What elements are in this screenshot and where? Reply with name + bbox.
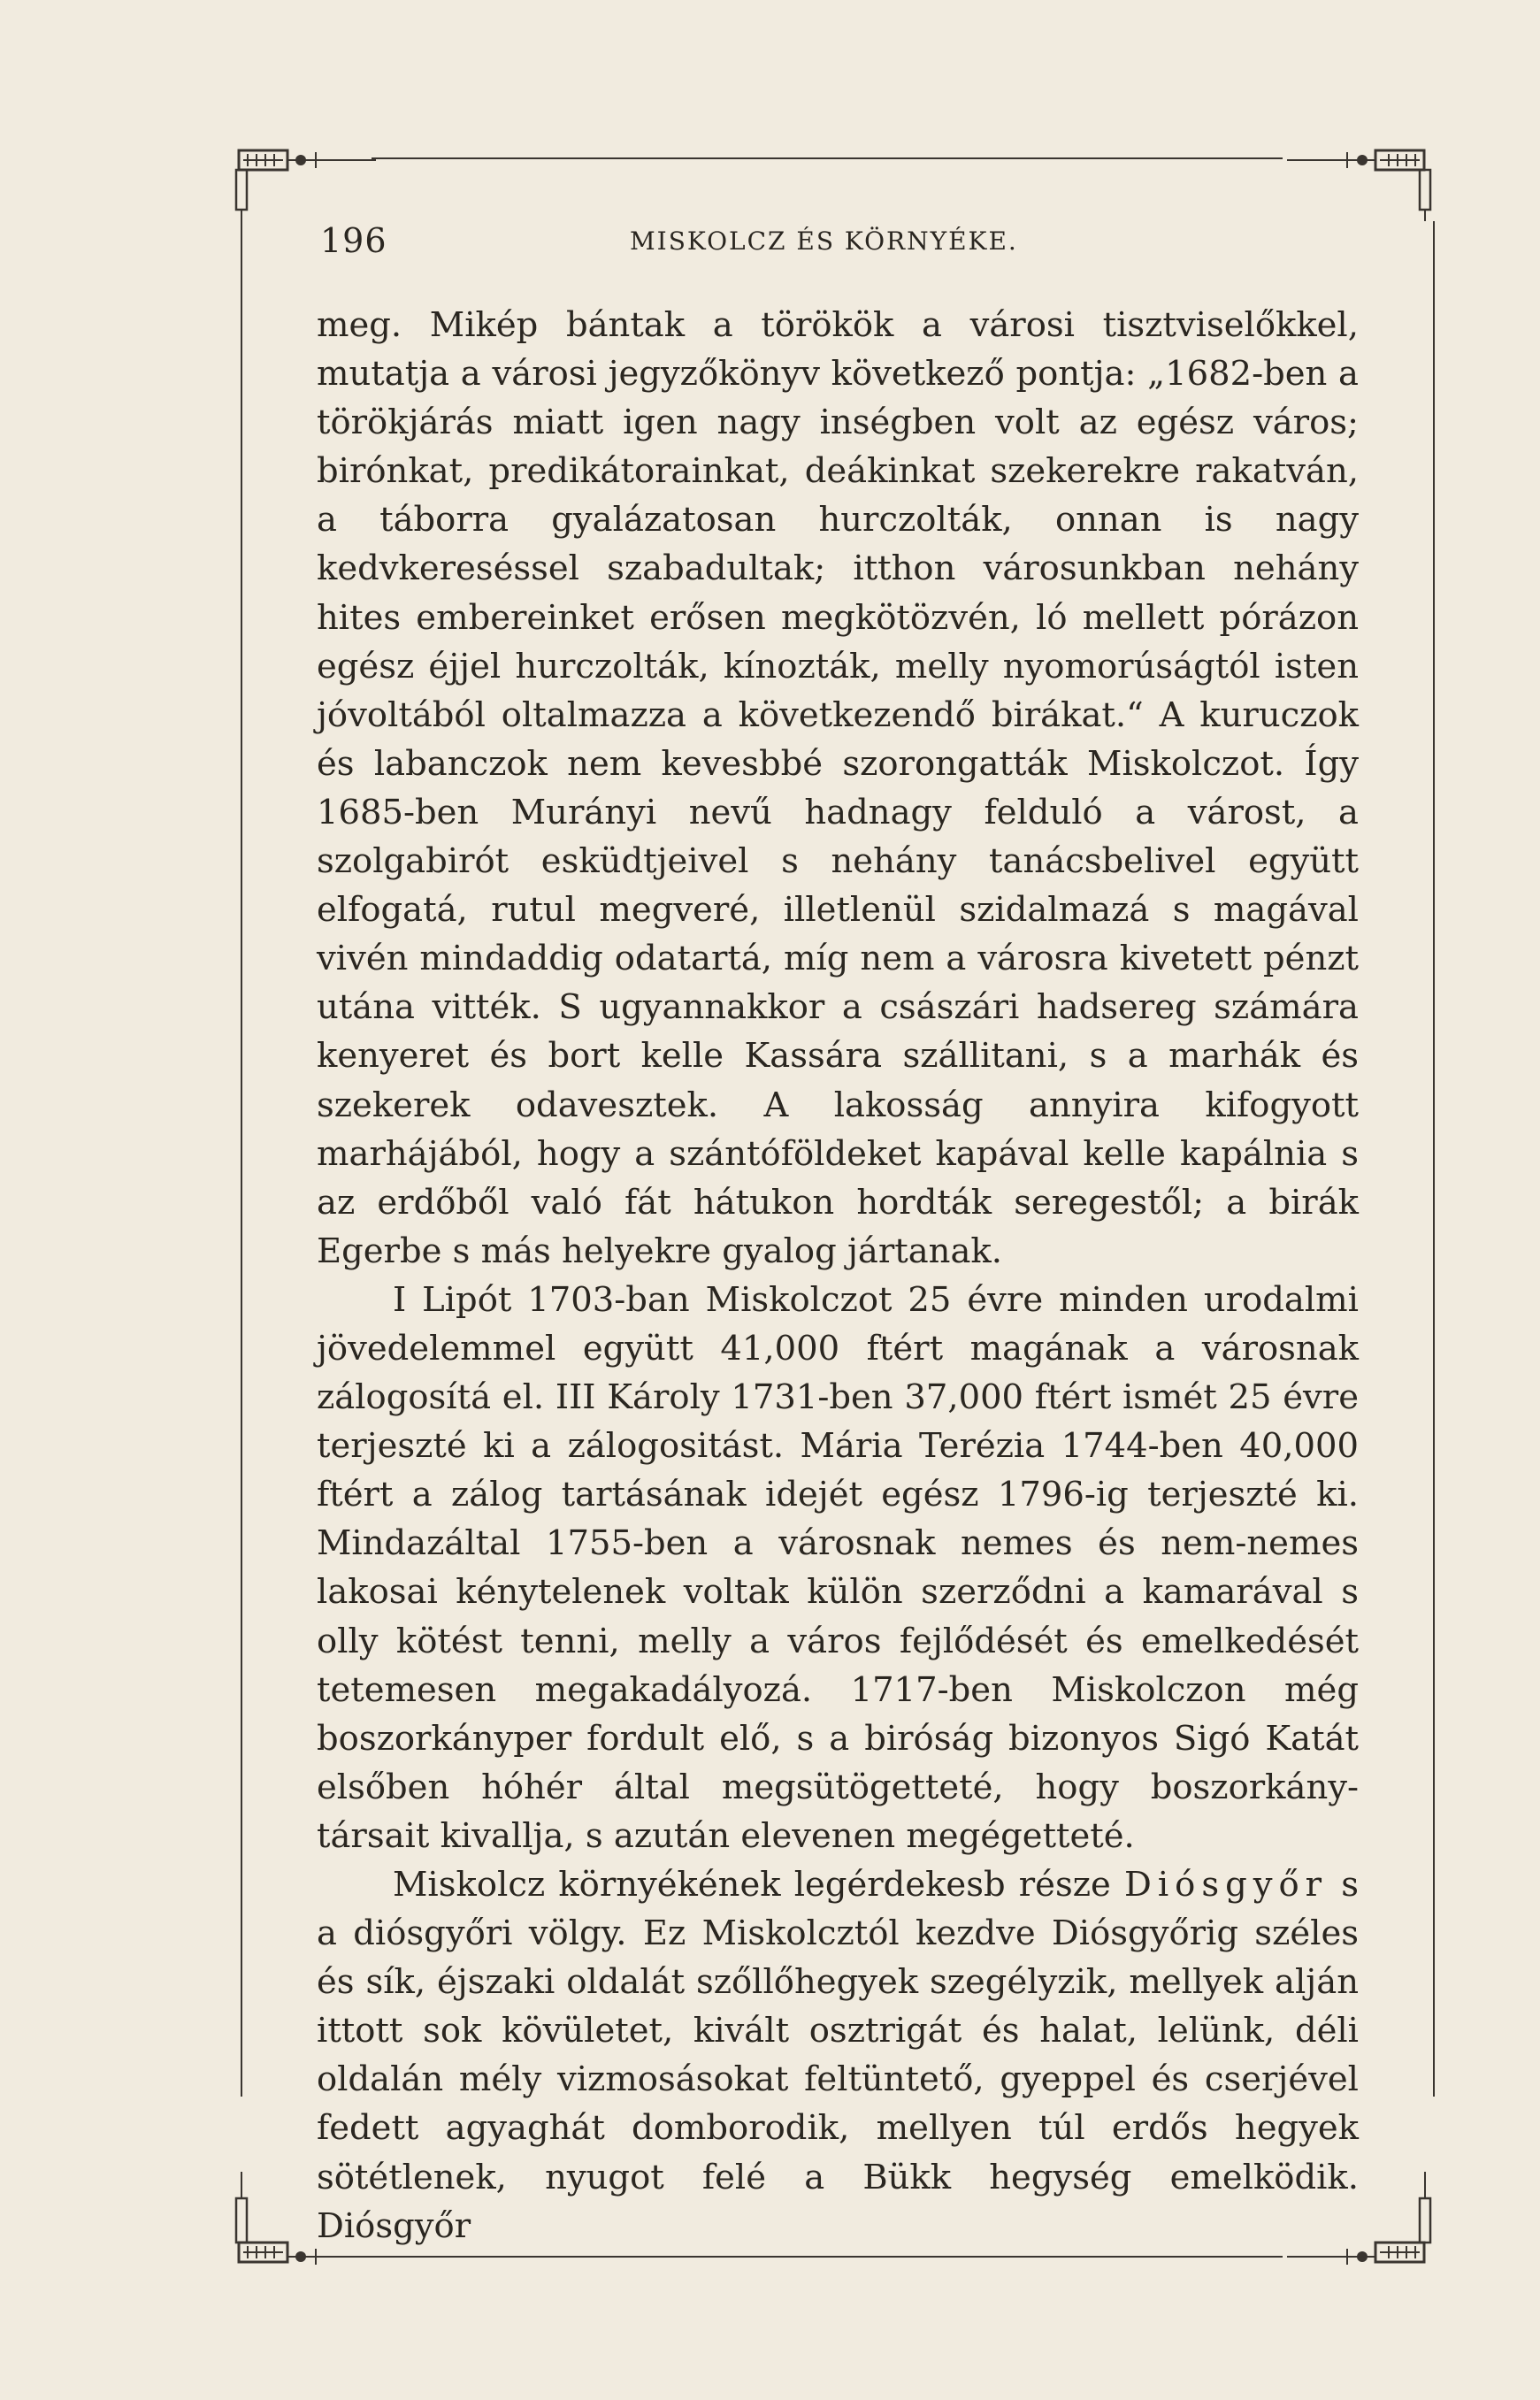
- paragraph: I Lipót 1703-ban Miskolczot 25 évre minden urodalmi jövedelemmel együtt 41,000 ftért magának a városnak zálogosítá el. III Károly 1731-ben 37,000 ftért ismét 25 évre terjeszté ki a zálogositást. Mária Terézia 1744-ben 40,000 ftért a zálog tartásának idejét egész 1796-ig terjeszté ki. Mindazáltal 1755-ben a városnak nemes és nem-nemes lakosai kénytelenek voltak külön szerződni a kamarával s olly kötést tenni, melly a város fejlődését és emelkedését tetemesen megakadályozá. 1717-ben Miskolczon még boszorkányper fordult elő, s a biróság bizonyos Sigó Katát elsőben hóhér által megsütögetteté, hogy boszorkány-társait kivallja, s azután elevenen megégetteté.: [317, 1279, 1359, 1856]
- paragraph-text: s a diósgyőri völgy. Ez Miskolcztól kezdve Diósgyőrig széles és sík, éjszaki oldalát szőllőhegyek szegélyzik, mellyek alján ittott sok kövületet, kivált osztrigát és halat, lelünk, déli oldalán mély vizmosásokat feltüntető, gyeppel és cserjével fedett agyaghát domborodik, mellyen túl erdős hegyek sötétlenek, nyugot felé a Bükk hegység emelködik. Diósgyőr: [317, 1865, 1359, 2246]
- paragraph-text: Miskolcz környékének legérdekesb része: [393, 1865, 1124, 1905]
- frame-rule-right: [1433, 221, 1435, 2097]
- paragraph: [317, 1860, 1359, 2250]
- spaced-place-name: Diósgyőr: [1123, 1865, 1329, 1905]
- running-head: MISKOLCZ ÉS KÖRNYÉKE.: [630, 226, 1018, 256]
- page-header: [320, 221, 1353, 274]
- page-number: 196: [320, 221, 387, 260]
- corner-ornament-icon: [217, 133, 385, 221]
- body-text: [317, 301, 1359, 2250]
- frame-rule-left: [241, 221, 242, 2097]
- paragraph: meg. Mikép bántak a törökök a városi tisztviselőkkel, mutatja a városi jegyzőkönyv következő pontja: „1682-ben a törökjárás miatt igen nagy inségben volt az egész város; birónkat, predikátorainkat, deákinkat szekerekre rakatván, a táborra gyalázatosan hurczolták, onnan is nagy kedvkereséssel szabadultak; itthon városunkban nehány hites embereinket erősen megkötözvén, ló mellett pórázon egész éjjel hurczolták, kínozták, melly nyomorúságtól isten jóvoltából oltalmazza a következendő birákat.“ A kuruczok és labanczok nem kevesbbé szorongatták Miskolczot. Így 1685-ben Murányi nevű hadnagy felduló a várost, a szolgabirót esküdtjeivel s nehány tanácsbelivel együtt elfogatá, rutul megveré, illetlenül szidalmazá s magával vivén mindaddig odatartá, míg nem a városra kivetett pénzt utána vitték. S ugyannakkor a császári hadsereg számára kenyeret és bort kelle Kassára szállitani, s a marhák és szekerek odavesztek. A lakosság annyira kifogyott marhájából, hogy a szántóföldeket kapával kelle kapálnia s az erdőből való fát hátukon hordták seregestől; a birák Egerbe s más helyekre gyalog jártanak.: [317, 305, 1359, 1271]
- frame-rule-bottom: [372, 2256, 1283, 2258]
- corner-ornament-icon: [1278, 133, 1446, 221]
- frame-rule-top: [372, 157, 1283, 159]
